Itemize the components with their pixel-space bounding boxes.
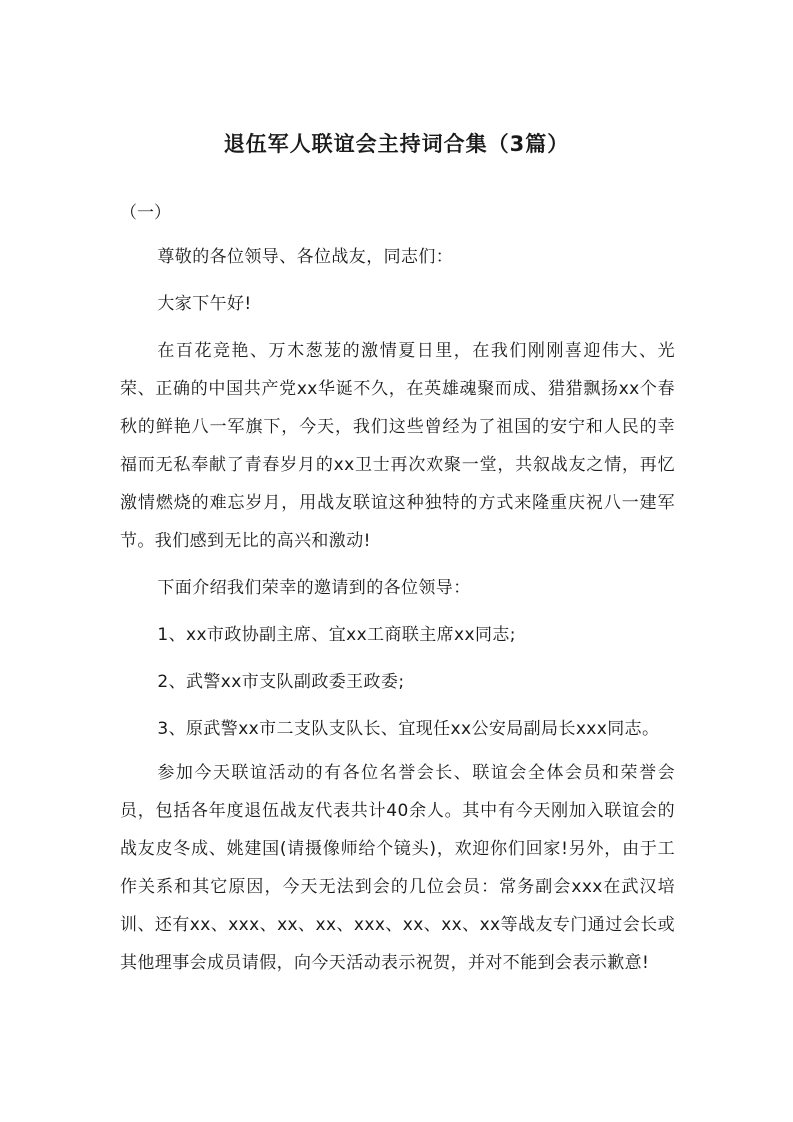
leader-item-3: 3、原武警xx市二支队支队长、宜现任xx公安局副局长xxx同志。 (157, 719, 660, 739)
section-label: （一） (120, 203, 171, 223)
document-body (120, 238, 675, 991)
leaders-intro-paragraph: 下面介绍我们荣幸的邀请到的各位领导： (157, 578, 471, 598)
leader-item-2: 2、武警xx市支队副政委王政委; (157, 672, 405, 692)
leader-item-1: 1、xx市政协副主席、宜xx工商联主席xx同志; (157, 625, 516, 645)
document-title: 退伍军人联谊会主持词合集（3篇） (223, 132, 570, 156)
attendees-paragraph: 参加今天联谊活动的有各位名誉会长、联谊会全体会员和荣誉会员，包括各年度退伍战友代表共计40余人。其中有今天刚加入联谊会的战友皮冬成、姚建国(请摄像师给个镜头)，欢迎你们回家!另外，由于工作关系和其它原因，今天无法到会的几位会员：常务副会xxx在武汉培训、还有xx、xxx、xx、xx、xxx、xx、xx、xx等战友专门通过会长或其他理事会成员请假，向今天活动表示祝贺，并对不能到会表示歉意! (120, 763, 675, 973)
salutation-paragraph: 尊敬的各位领导、各位战友，同志们： (157, 247, 454, 267)
greeting-paragraph: 大家下午好! (157, 294, 252, 314)
opening-paragraph: 在百花竞艳、万木葱茏的激情夏日里，在我们刚刚喜迎伟大、光荣、正确的中国共产党xx华诞不久，在英雄魂聚而成、猎猎飘扬xx个春秋的鲜艳八一军旗下，今天，我们这些曾经为了祖国的安宁和人民的幸福而无私奉献了青春岁月的xx卫士再次欢聚一堂，共叙战友之情，再忆激情燃烧的难忘岁月，用战友联谊这种独特的方式来隆重庆祝八一建军节。我们感到无比的高兴和激动! (120, 341, 675, 551)
